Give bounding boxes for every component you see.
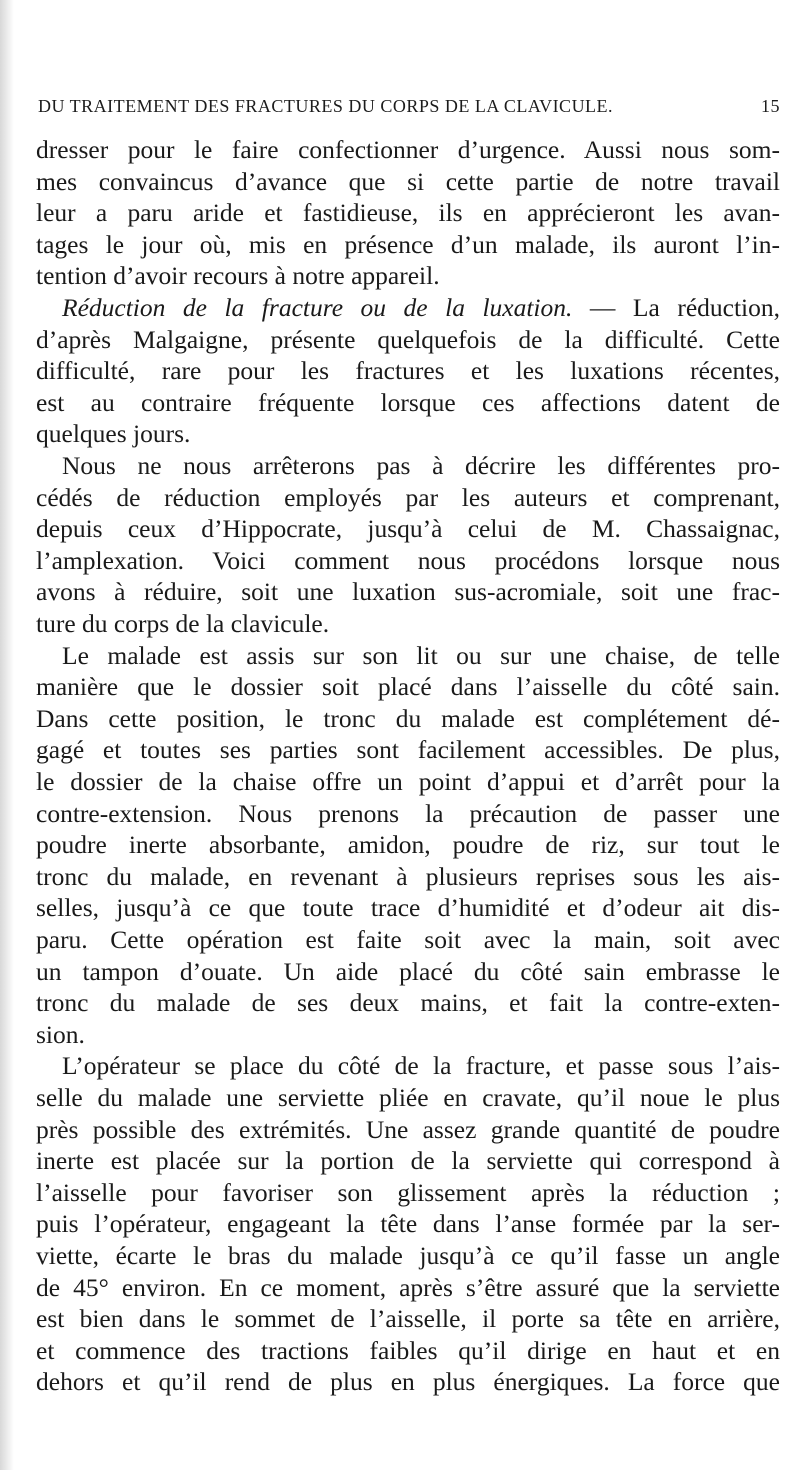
text-line: selles, jusqu’à ce que toute trace d’humidité et d’odeur ait dis- bbox=[36, 893, 780, 923]
text-line: le dossier de la chaise offre un point d’appui et d’arrêt pour la bbox=[36, 767, 780, 796]
section-heading-rest: — La réduction, bbox=[572, 293, 780, 322]
text-line: gagé et toutes ses parties sont facilement accessibles. De plus, bbox=[36, 735, 780, 765]
text-line: dresser pour le faire confectionner d’urgence. Aussi nous som- bbox=[36, 135, 780, 164]
text-line: Nous ne nous arrêterons pas à décrire les différentes pro- bbox=[62, 451, 780, 480]
page-header bbox=[38, 96, 780, 126]
text-line: d’après Malgaigne, présente quelquefois de la difficulté. Cette bbox=[36, 324, 780, 354]
text-line: un tampon d’ouate. Un aide placé du côté sain embrasse le bbox=[36, 956, 780, 986]
text-line: est au contraire fréquente lorsque ces affections datent de bbox=[36, 387, 780, 417]
text-line bbox=[62, 290, 780, 326]
text-line: depuis ceux d’Hippocrate, jusqu’à celui de M. Chassaignac, bbox=[36, 514, 780, 544]
text-line: leur a paru aride et fastidieuse, ils en apprécieront les avan- bbox=[36, 198, 780, 228]
text-line: mes convaincus d’avance que si cette partie de notre travail bbox=[36, 166, 780, 196]
text-line: cédés de réduction employés par les auteurs et comprenant, bbox=[36, 482, 780, 512]
text-line: et commence des tractions faibles qu’il dirige en haut et en bbox=[36, 1335, 780, 1365]
text-line: tages le jour où, mis en présence d’un malade, ils auront l’in- bbox=[36, 229, 780, 259]
text-line: selle du malade une serviette pliée en cravate, qu’il noue le plus bbox=[36, 1083, 780, 1112]
page-gutter-shadow bbox=[0, 0, 14, 1470]
text-line: puis l’opérateur, engageant la tête dans l’anse formée par la ser- bbox=[36, 1209, 780, 1239]
text-line: inerte est placée sur la portion de la serviette qui correspond à bbox=[36, 1146, 780, 1176]
text-line: sion. bbox=[36, 1019, 85, 1049]
text-line: près possible des extrémités. Une assez grande quantité de poudre bbox=[36, 1114, 780, 1144]
text-line: tention d’avoir recours à notre appareil. bbox=[36, 261, 440, 291]
text-line: paru. Cette opération est faite soit avec la main, soit avec bbox=[36, 925, 780, 954]
text-line: manière que le dossier soit placé dans l’aisselle du côté sain. bbox=[36, 672, 780, 702]
text-line: Le malade est assis sur son lit ou sur une chaise, de telle bbox=[62, 640, 780, 670]
page-number: 15 bbox=[761, 96, 780, 116]
text-line: viette, écarte le bras du malade jusqu’à ce qu’il fasse un angle bbox=[36, 1241, 780, 1270]
running-title: DU TRAITEMENT DES FRACTURES DU CORPS DE LA CLAVICULE. bbox=[38, 96, 614, 116]
text-line: l’amplexation. Voici comment nous procédons lorsque nous bbox=[36, 545, 780, 575]
section-heading-italic: Réduction de la fracture ou de la luxation. bbox=[62, 293, 573, 322]
text-line: l’aisselle pour favoriser son glissement après la réduction ; bbox=[36, 1177, 780, 1207]
text-line: ture du corps de la clavicule. bbox=[36, 609, 330, 638]
text-line: contre-extension. Nous prenons la précaution de passer une bbox=[36, 798, 780, 828]
text-line: avons à réduire, soit une luxation sus-acromiale, soit une frac- bbox=[36, 577, 780, 607]
text-line: tronc du malade, en revenant à plusieurs reprises sous les ais- bbox=[36, 861, 780, 891]
text-line: difficulté, rare pour les fractures et les luxations récentes, bbox=[36, 356, 780, 386]
text-line: est bien dans le sommet de l’aisselle, il porte sa tête en arrière, bbox=[36, 1304, 780, 1334]
text-line: dehors et qu’il rend de plus en plus énergiques. La force que bbox=[36, 1367, 780, 1397]
text-line: de 45° environ. En ce moment, après s’être assuré que la serviette bbox=[36, 1272, 780, 1302]
text-line: tronc du malade de ses deux mains, et fait la contre-exten- bbox=[36, 988, 780, 1018]
text-line: poudre inerte absorbante, amidon, poudre de riz, sur tout le bbox=[36, 830, 780, 860]
text-line: Dans cette position, le tronc du malade est complétement dé- bbox=[36, 703, 780, 733]
text-line: quelques jours. bbox=[36, 419, 191, 449]
text-line: L’opérateur se place du côté de la fracture, et passe sous l’ais- bbox=[62, 1051, 780, 1081]
